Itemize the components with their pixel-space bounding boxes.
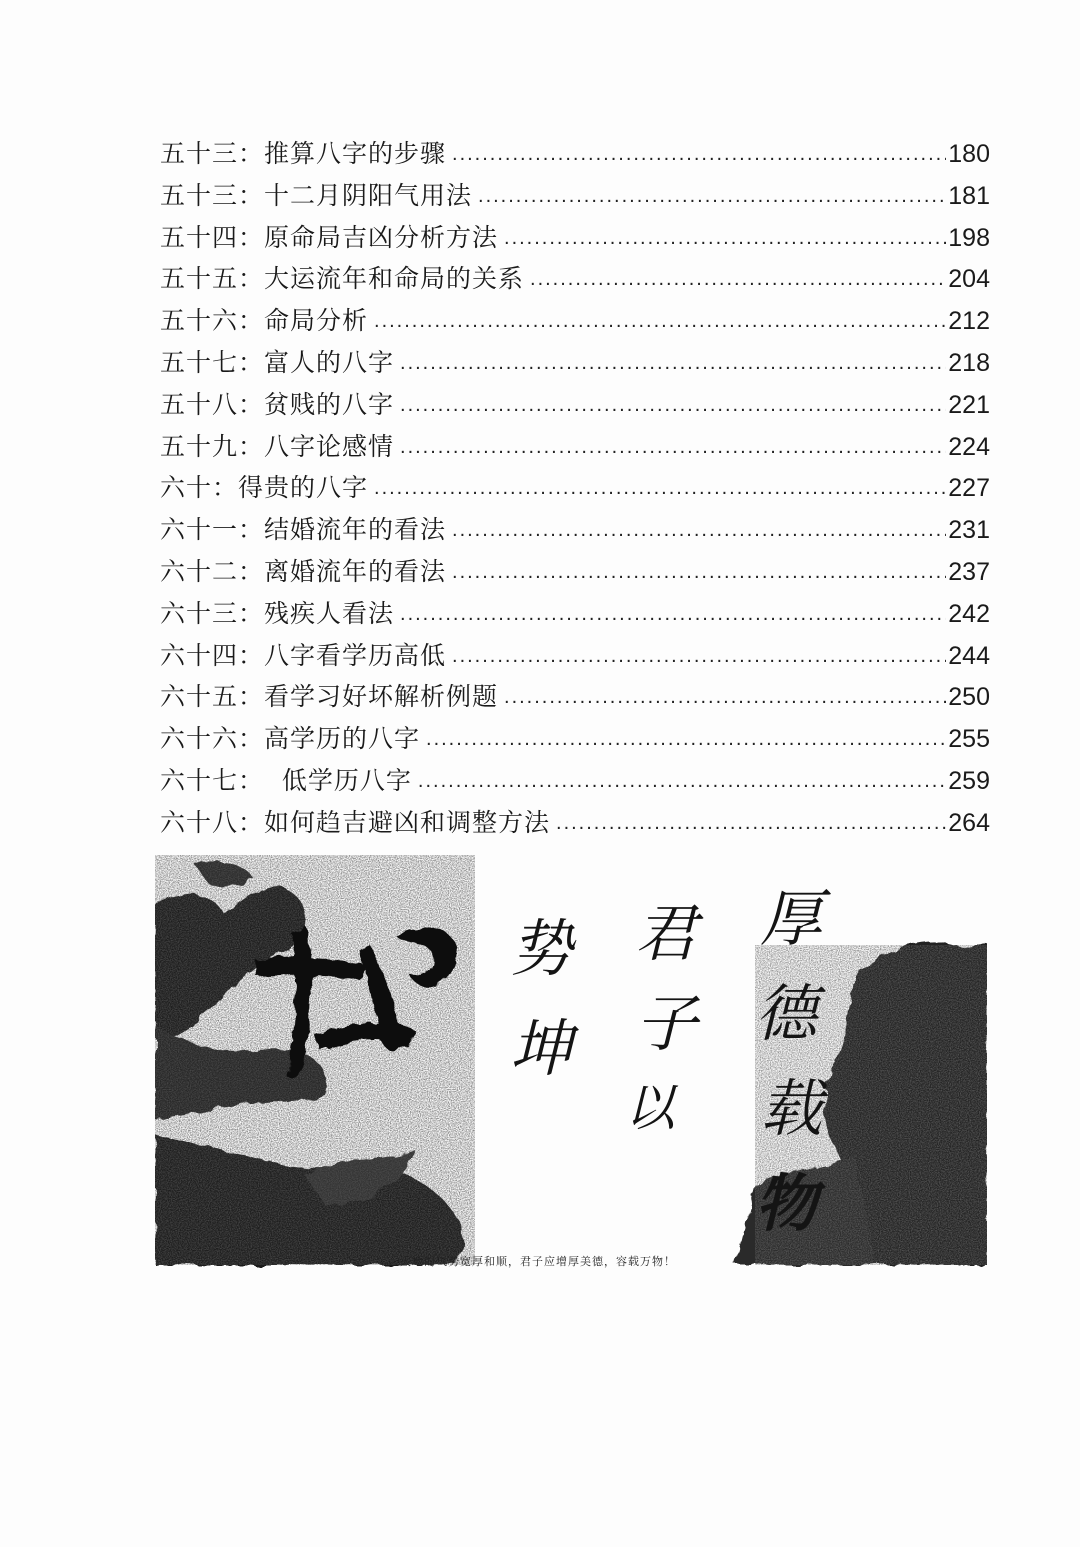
toc-entry-title: 六十三：残疾人看法 (160, 598, 395, 628)
calligraphy-glyph: 势 (510, 912, 573, 985)
toc-dot-leader (504, 218, 946, 260)
calligraphy-glyph: 德 (755, 977, 818, 1050)
toc-entry-title: 五十九：八字论感情 (160, 431, 395, 461)
toc-entry-page: 250 (948, 683, 990, 712)
toc-dot-leader (452, 552, 946, 594)
toc-entry-page: 218 (948, 348, 990, 377)
toc-dot-leader (400, 385, 946, 427)
toc-dot-leader (452, 510, 946, 552)
toc-dot-leader (478, 176, 946, 218)
toc-dot-leader (452, 636, 946, 678)
toc-entry[interactable] (160, 593, 990, 635)
calligraphy-glyph: 以 (625, 1079, 675, 1137)
toc-entry-title: 六十二：离婚流年的看法 (160, 556, 447, 586)
toc-dot-leader (400, 594, 946, 636)
table-of-contents (160, 133, 990, 844)
calligraphy-glyph: 子 (635, 987, 698, 1060)
toc-entry[interactable] (160, 133, 990, 175)
toc-entry-page: 237 (948, 557, 990, 586)
calligraphy-landscape-illustration (155, 855, 987, 1275)
toc-entry-title: 六十八：如何趋吉避凶和调整方法 (160, 807, 551, 837)
toc-entry[interactable] (160, 635, 990, 677)
toc-dot-leader (426, 719, 946, 761)
toc-dot-leader (530, 259, 946, 301)
toc-entry[interactable] (160, 384, 990, 426)
toc-entry-title: 六十七： 低学历八字 (160, 765, 412, 795)
toc-entry-title: 六十六：高学历的八字 (160, 724, 421, 754)
toc-entry[interactable] (160, 676, 990, 718)
ink-landscape-painting (155, 855, 987, 1275)
calligraphy-column-1 (510, 912, 579, 1085)
toc-entry-title: 五十三：十二月阴阳气用法 (160, 180, 473, 210)
toc-entry[interactable] (160, 509, 990, 551)
toc-entry-page: 224 (948, 432, 990, 461)
toc-entry-title: 五十三：推算八字的步骤 (160, 139, 447, 168)
toc-entry-page: 259 (948, 766, 990, 795)
toc-entry[interactable] (160, 342, 990, 384)
toc-entry-page: 221 (948, 390, 990, 419)
calligraphy-column-2 (625, 897, 704, 1137)
toc-dot-leader (418, 761, 946, 803)
calligraphy-glyph: 坤 (510, 1012, 573, 1085)
toc-entry-page: 255 (948, 725, 990, 754)
toc-entry-title: 五十五：大运流年和命局的关系 (160, 264, 525, 294)
toc-dot-leader (556, 803, 946, 845)
toc-entry-page: 198 (948, 223, 990, 252)
calligraphy-glyph: 载 (760, 1072, 823, 1145)
toc-dot-leader (374, 301, 946, 343)
toc-entry-title: 六十四：八字看学历高低 (160, 640, 447, 670)
toc-entry-title: 六十一：结婚流年的看法 (160, 515, 447, 545)
toc-entry-page: 180 (948, 140, 990, 168)
toc-entry-page: 244 (948, 641, 990, 670)
calligraphy-glyph: 君 (635, 897, 698, 970)
toc-entry-page: 181 (948, 181, 990, 210)
toc-dot-leader (504, 677, 946, 719)
toc-entry-page: 264 (948, 808, 990, 837)
toc-entry[interactable] (160, 802, 990, 844)
toc-entry-page: 204 (948, 265, 990, 294)
toc-dot-leader (400, 427, 946, 469)
toc-dot-leader (452, 134, 946, 176)
toc-dot-leader (374, 468, 946, 510)
calligraphy-glyph: 厚 (760, 882, 823, 955)
toc-entry-title: 五十六：命局分析 (160, 306, 369, 336)
toc-entry-page: 212 (948, 307, 990, 336)
toc-entry[interactable] (160, 426, 990, 468)
illustration-caption: 大地的气势宽厚和顺，君子应增厚美德，容载万物！ (400, 1255, 676, 1268)
toc-entry-title: 六十：得贵的八字 (160, 473, 369, 503)
toc-entry[interactable] (160, 760, 990, 802)
toc-dot-leader (400, 343, 946, 385)
toc-entry-title: 五十四：原命局吉凶分析方法 (160, 222, 499, 252)
toc-entry-title: 五十七：富人的八字 (160, 347, 395, 377)
toc-entry[interactable] (160, 258, 990, 300)
toc-entry[interactable] (160, 718, 990, 760)
toc-entry[interactable] (160, 217, 990, 259)
toc-entry[interactable] (160, 175, 990, 217)
toc-entry[interactable] (160, 300, 990, 342)
toc-entry-page: 242 (948, 599, 990, 628)
calligraphy-glyph: 物 (755, 1167, 818, 1240)
toc-entry[interactable] (160, 467, 990, 509)
toc-entry-title: 六十五：看学习好坏解析例题 (160, 682, 499, 712)
toc-entry[interactable] (160, 551, 990, 593)
toc-entry-page: 227 (948, 474, 990, 503)
toc-entry-page: 231 (948, 516, 990, 545)
toc-entry-title: 五十八：贫贱的八字 (160, 389, 395, 419)
